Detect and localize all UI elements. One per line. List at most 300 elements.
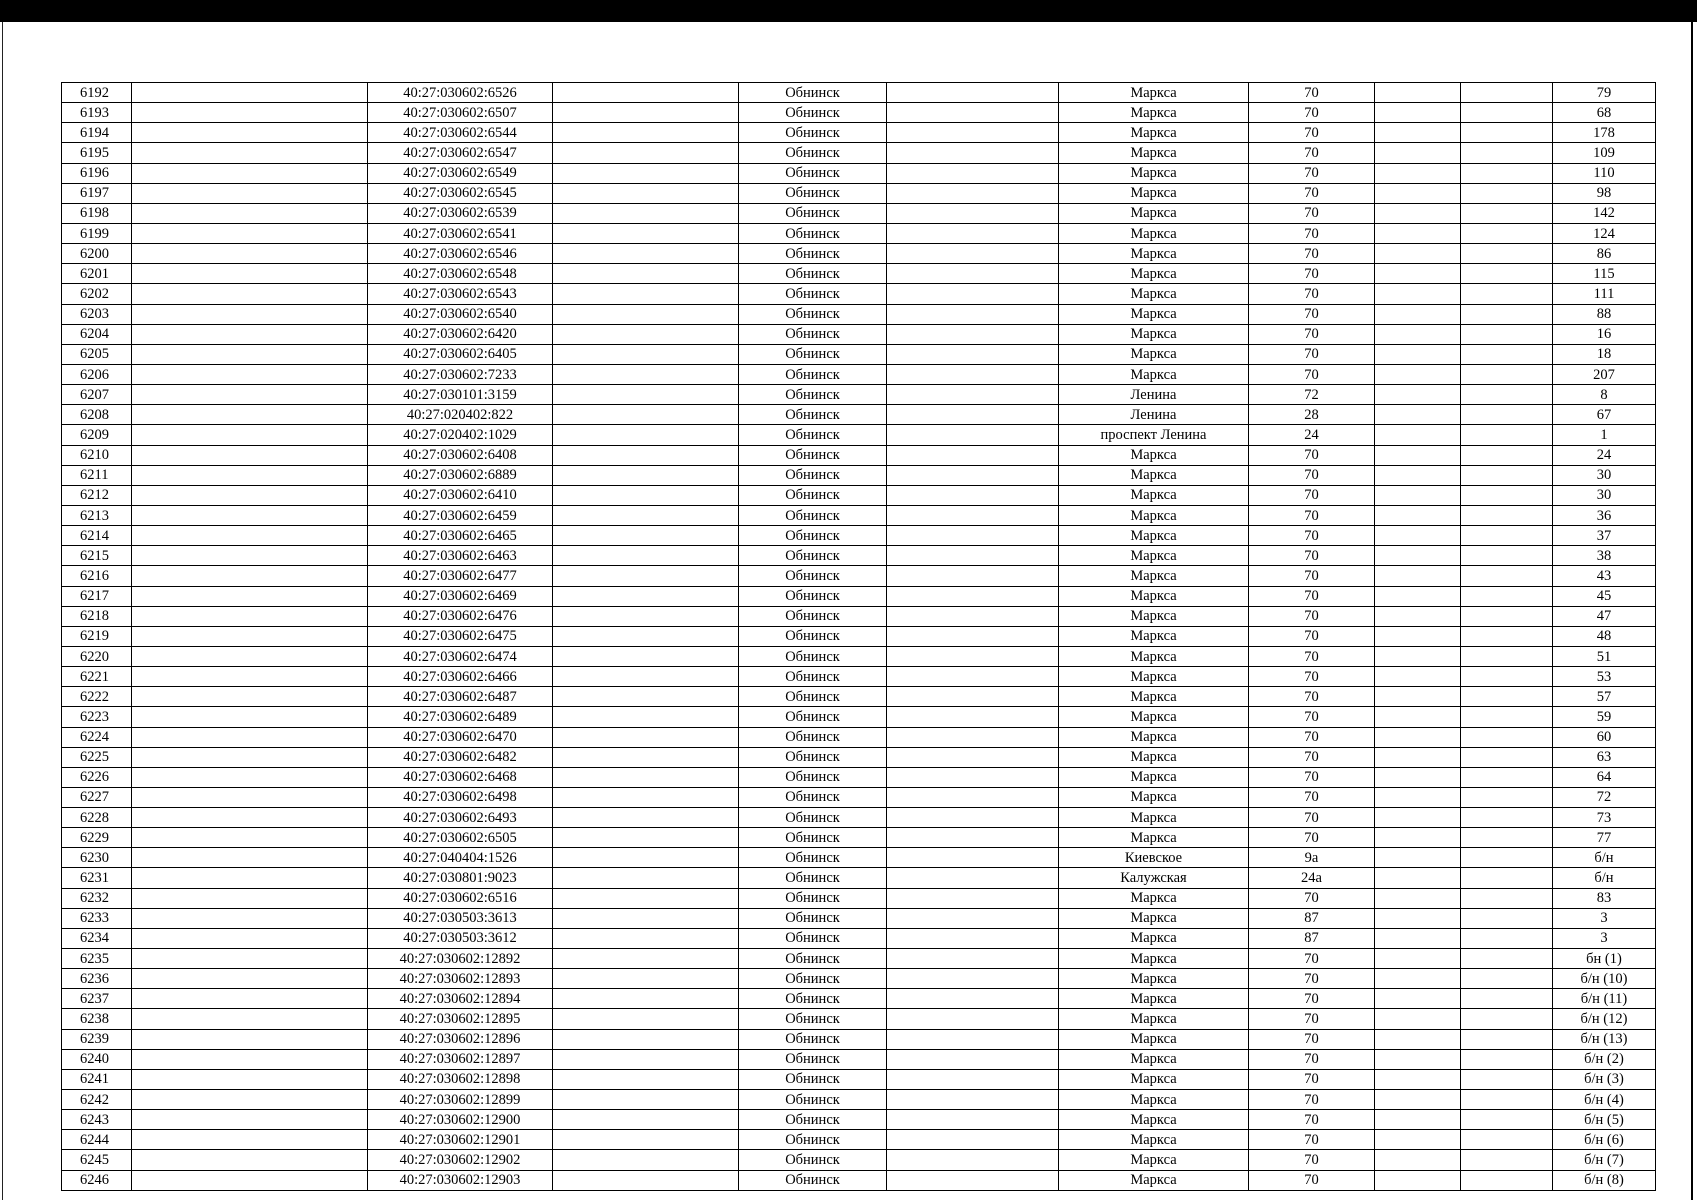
street-cell: Маркса — [1059, 223, 1249, 243]
empty-cell — [887, 1130, 1059, 1150]
empty-cell — [1461, 465, 1553, 485]
empty-cell — [1461, 828, 1553, 848]
row-number-cell: 6221 — [62, 667, 132, 687]
table-row — [62, 1069, 1656, 1089]
table-row — [62, 1029, 1656, 1049]
empty-cell — [887, 445, 1059, 465]
empty-cell — [887, 707, 1059, 727]
empty-cell — [1461, 526, 1553, 546]
street-cell: Маркса — [1059, 1049, 1249, 1069]
city-cell: Обнинск — [739, 324, 887, 344]
empty-cell — [887, 586, 1059, 606]
row-number-cell: 6196 — [62, 163, 132, 183]
empty-cell — [1375, 848, 1461, 868]
table-row — [62, 949, 1656, 969]
empty-cell — [887, 828, 1059, 848]
row-number-cell: 6210 — [62, 445, 132, 465]
empty-cell — [553, 284, 739, 304]
cadastral-number-cell: 40:27:030602:6420 — [368, 324, 553, 344]
empty-cell — [553, 908, 739, 928]
table-row — [62, 808, 1656, 828]
street-cell: Маркса — [1059, 284, 1249, 304]
apartment-number-cell: 88 — [1553, 304, 1656, 324]
empty-cell — [132, 203, 368, 223]
house-number-cell: 70 — [1249, 707, 1375, 727]
house-number-cell: 70 — [1249, 344, 1375, 364]
row-number-cell: 6194 — [62, 123, 132, 143]
empty-cell — [1375, 183, 1461, 203]
house-number-cell: 70 — [1249, 485, 1375, 505]
cadastral-number-cell: 40:27:030602:6498 — [368, 787, 553, 807]
empty-cell — [1375, 687, 1461, 707]
house-number-cell: 70 — [1249, 667, 1375, 687]
house-number-cell: 70 — [1249, 828, 1375, 848]
empty-cell — [553, 203, 739, 223]
apartment-number-cell: 207 — [1553, 364, 1656, 384]
apartment-number-cell: б/н — [1553, 868, 1656, 888]
apartment-number-cell: б/н (13) — [1553, 1029, 1656, 1049]
empty-cell — [1375, 1009, 1461, 1029]
empty-cell — [553, 103, 739, 123]
cadastral-number-cell: 40:27:030602:6469 — [368, 586, 553, 606]
empty-cell — [132, 989, 368, 1009]
empty-cell — [1375, 465, 1461, 485]
empty-cell — [1375, 989, 1461, 1009]
street-cell: Маркса — [1059, 1069, 1249, 1089]
row-number-cell: 6240 — [62, 1049, 132, 1069]
city-cell: Обнинск — [739, 1069, 887, 1089]
cadastral-number-cell: 40:27:030101:3159 — [368, 385, 553, 405]
city-cell: Обнинск — [739, 868, 887, 888]
empty-cell — [1375, 1090, 1461, 1110]
empty-cell — [553, 304, 739, 324]
table-row — [62, 1009, 1656, 1029]
row-number-cell: 6231 — [62, 868, 132, 888]
empty-cell — [887, 203, 1059, 223]
empty-cell — [132, 1029, 368, 1049]
cadastral-number-cell: 40:27:030602:6405 — [368, 344, 553, 364]
empty-cell — [887, 646, 1059, 666]
house-number-cell: 70 — [1249, 163, 1375, 183]
city-cell: Обнинск — [739, 1009, 887, 1029]
table-row — [62, 1170, 1656, 1190]
row-number-cell: 6232 — [62, 888, 132, 908]
row-number-cell: 6198 — [62, 203, 132, 223]
empty-cell — [1375, 143, 1461, 163]
empty-cell — [1461, 566, 1553, 586]
city-cell: Обнинск — [739, 103, 887, 123]
street-cell: Маркса — [1059, 687, 1249, 707]
street-cell: Маркса — [1059, 566, 1249, 586]
empty-cell — [1375, 223, 1461, 243]
empty-cell — [553, 344, 739, 364]
empty-cell — [553, 1130, 739, 1150]
empty-cell — [553, 364, 739, 384]
cadastral-number-cell: 40:27:030602:12902 — [368, 1150, 553, 1170]
empty-cell — [1461, 908, 1553, 928]
table-row — [62, 123, 1656, 143]
city-cell: Обнинск — [739, 304, 887, 324]
house-number-cell: 70 — [1249, 1110, 1375, 1130]
empty-cell — [1461, 203, 1553, 223]
street-cell: Маркса — [1059, 1009, 1249, 1029]
empty-cell — [1461, 888, 1553, 908]
cadastral-number-cell: 40:27:030602:6487 — [368, 687, 553, 707]
empty-cell — [132, 928, 368, 948]
street-cell: Маркса — [1059, 526, 1249, 546]
empty-cell — [132, 828, 368, 848]
table-row — [62, 344, 1656, 364]
cadastral-number-cell: 40:27:030602:12894 — [368, 989, 553, 1009]
empty-cell — [887, 183, 1059, 203]
empty-cell — [1375, 546, 1461, 566]
apartment-number-cell: 60 — [1553, 727, 1656, 747]
street-cell: Маркса — [1059, 505, 1249, 525]
empty-cell — [887, 344, 1059, 364]
empty-cell — [553, 667, 739, 687]
house-number-cell: 70 — [1249, 465, 1375, 485]
house-number-cell: 70 — [1249, 1090, 1375, 1110]
city-cell: Обнинск — [739, 626, 887, 646]
cadastral-number-cell: 40:27:030602:6482 — [368, 747, 553, 767]
empty-cell — [132, 949, 368, 969]
cadastral-number-cell: 40:27:030503:3613 — [368, 908, 553, 928]
street-cell: Маркса — [1059, 989, 1249, 1009]
cadastral-number-cell: 40:27:030602:6408 — [368, 445, 553, 465]
table-row — [62, 83, 1656, 103]
city-cell: Обнинск — [739, 727, 887, 747]
table-row — [62, 626, 1656, 646]
table-row — [62, 989, 1656, 1009]
house-number-cell: 70 — [1249, 989, 1375, 1009]
table-row — [62, 183, 1656, 203]
row-number-cell: 6227 — [62, 787, 132, 807]
cadastral-number-cell: 40:27:030602:12898 — [368, 1069, 553, 1089]
empty-cell — [1375, 344, 1461, 364]
row-number-cell: 6203 — [62, 304, 132, 324]
empty-cell — [887, 324, 1059, 344]
cadastral-number-cell: 40:27:020402:822 — [368, 405, 553, 425]
house-number-cell: 70 — [1249, 244, 1375, 264]
table-row — [62, 163, 1656, 183]
empty-cell — [553, 767, 739, 787]
city-cell: Обнинск — [739, 1029, 887, 1049]
empty-cell — [553, 143, 739, 163]
street-cell: Маркса — [1059, 949, 1249, 969]
cadastral-number-cell: 40:27:030602:6468 — [368, 767, 553, 787]
empty-cell — [132, 344, 368, 364]
table-row — [62, 707, 1656, 727]
empty-cell — [1375, 405, 1461, 425]
house-number-cell: 70 — [1249, 264, 1375, 284]
empty-cell — [1375, 1170, 1461, 1190]
empty-cell — [132, 304, 368, 324]
empty-cell — [553, 465, 739, 485]
table-row — [62, 405, 1656, 425]
empty-cell — [887, 485, 1059, 505]
street-cell: Маркса — [1059, 1170, 1249, 1190]
cadastral-number-cell: 40:27:030602:6544 — [368, 123, 553, 143]
apartment-number-cell: 98 — [1553, 183, 1656, 203]
empty-cell — [887, 1110, 1059, 1130]
scan-top-border — [0, 0, 1697, 22]
empty-cell — [1461, 123, 1553, 143]
empty-cell — [1375, 606, 1461, 626]
empty-cell — [553, 747, 739, 767]
empty-cell — [887, 687, 1059, 707]
row-number-cell: 6199 — [62, 223, 132, 243]
empty-cell — [887, 928, 1059, 948]
empty-cell — [1375, 969, 1461, 989]
street-cell: Маркса — [1059, 727, 1249, 747]
house-number-cell: 87 — [1249, 928, 1375, 948]
empty-cell — [887, 1009, 1059, 1029]
empty-cell — [887, 223, 1059, 243]
apartment-number-cell: б/н (4) — [1553, 1090, 1656, 1110]
empty-cell — [132, 1150, 368, 1170]
row-number-cell: 6207 — [62, 385, 132, 405]
empty-cell — [887, 606, 1059, 626]
table-row — [62, 727, 1656, 747]
cadastral-number-cell: 40:27:030602:6475 — [368, 626, 553, 646]
empty-cell — [887, 727, 1059, 747]
street-cell: Маркса — [1059, 667, 1249, 687]
house-number-cell: 9а — [1249, 848, 1375, 868]
empty-cell — [887, 566, 1059, 586]
city-cell: Обнинск — [739, 747, 887, 767]
row-number-cell: 6212 — [62, 485, 132, 505]
apartment-number-cell: 63 — [1553, 747, 1656, 767]
city-cell: Обнинск — [739, 928, 887, 948]
house-number-cell: 70 — [1249, 103, 1375, 123]
empty-cell — [1461, 727, 1553, 747]
empty-cell — [1461, 848, 1553, 868]
empty-cell — [1461, 949, 1553, 969]
empty-cell — [1461, 989, 1553, 1009]
street-cell: Маркса — [1059, 888, 1249, 908]
empty-cell — [887, 264, 1059, 284]
empty-cell — [1461, 485, 1553, 505]
empty-cell — [553, 848, 739, 868]
empty-cell — [553, 485, 739, 505]
cadastral-number-cell: 40:27:030602:6548 — [368, 264, 553, 284]
city-cell: Обнинск — [739, 465, 887, 485]
empty-cell — [1375, 808, 1461, 828]
table-row — [62, 445, 1656, 465]
empty-cell — [1375, 1130, 1461, 1150]
table-row — [62, 1049, 1656, 1069]
empty-cell — [1375, 888, 1461, 908]
cadastral-number-cell: 40:27:030602:6547 — [368, 143, 553, 163]
empty-cell — [553, 1090, 739, 1110]
street-cell: Маркса — [1059, 767, 1249, 787]
row-number-cell: 6197 — [62, 183, 132, 203]
empty-cell — [1461, 606, 1553, 626]
empty-cell — [1375, 425, 1461, 445]
row-number-cell: 6195 — [62, 143, 132, 163]
empty-cell — [553, 183, 739, 203]
cadastral-number-cell: 40:27:030602:6489 — [368, 707, 553, 727]
registry-table — [61, 82, 1656, 1191]
house-number-cell: 70 — [1249, 1009, 1375, 1029]
apartment-number-cell: 64 — [1553, 767, 1656, 787]
city-cell: Обнинск — [739, 667, 887, 687]
empty-cell — [1461, 626, 1553, 646]
city-cell: Обнинск — [739, 888, 887, 908]
empty-cell — [132, 566, 368, 586]
table-row — [62, 546, 1656, 566]
street-cell: Маркса — [1059, 1029, 1249, 1049]
row-number-cell: 6216 — [62, 566, 132, 586]
empty-cell — [1461, 264, 1553, 284]
cadastral-number-cell: 40:27:030602:12893 — [368, 969, 553, 989]
table-row — [62, 586, 1656, 606]
street-cell: Маркса — [1059, 606, 1249, 626]
empty-cell — [1375, 586, 1461, 606]
table-row — [62, 667, 1656, 687]
empty-cell — [1375, 1049, 1461, 1069]
house-number-cell: 70 — [1249, 364, 1375, 384]
apartment-number-cell: 53 — [1553, 667, 1656, 687]
table-row — [62, 1150, 1656, 1170]
row-number-cell: 6244 — [62, 1130, 132, 1150]
empty-cell — [1461, 1150, 1553, 1170]
row-number-cell: 6223 — [62, 707, 132, 727]
empty-cell — [132, 264, 368, 284]
empty-cell — [1461, 667, 1553, 687]
street-cell: Маркса — [1059, 828, 1249, 848]
empty-cell — [887, 969, 1059, 989]
city-cell: Обнинск — [739, 425, 887, 445]
empty-cell — [553, 606, 739, 626]
city-cell: Обнинск — [739, 445, 887, 465]
row-number-cell: 6226 — [62, 767, 132, 787]
cadastral-number-cell: 40:27:030602:6459 — [368, 505, 553, 525]
street-cell: Маркса — [1059, 103, 1249, 123]
empty-cell — [553, 223, 739, 243]
apartment-number-cell: 72 — [1553, 787, 1656, 807]
street-cell: Маркса — [1059, 747, 1249, 767]
empty-cell — [1461, 344, 1553, 364]
empty-cell — [1461, 928, 1553, 948]
row-number-cell: 6224 — [62, 727, 132, 747]
row-number-cell: 6222 — [62, 687, 132, 707]
apartment-number-cell: 16 — [1553, 324, 1656, 344]
cadastral-number-cell: 40:27:040404:1526 — [368, 848, 553, 868]
row-number-cell: 6200 — [62, 244, 132, 264]
table-row — [62, 1110, 1656, 1130]
empty-cell — [553, 546, 739, 566]
empty-cell — [1461, 646, 1553, 666]
house-number-cell: 24а — [1249, 868, 1375, 888]
empty-cell — [553, 1029, 739, 1049]
cadastral-number-cell: 40:27:030602:6539 — [368, 203, 553, 223]
city-cell: Обнинск — [739, 949, 887, 969]
apartment-number-cell: 45 — [1553, 586, 1656, 606]
empty-cell — [132, 163, 368, 183]
apartment-number-cell: 8 — [1553, 385, 1656, 405]
city-cell: Обнинск — [739, 405, 887, 425]
empty-cell — [132, 606, 368, 626]
empty-cell — [1375, 163, 1461, 183]
apartment-number-cell: 124 — [1553, 223, 1656, 243]
apartment-number-cell: 67 — [1553, 405, 1656, 425]
empty-cell — [132, 1170, 368, 1190]
house-number-cell: 70 — [1249, 324, 1375, 344]
empty-cell — [1461, 546, 1553, 566]
empty-cell — [132, 505, 368, 525]
apartment-number-cell: 3 — [1553, 908, 1656, 928]
row-number-cell: 6206 — [62, 364, 132, 384]
row-number-cell: 6235 — [62, 949, 132, 969]
house-number-cell: 70 — [1249, 1150, 1375, 1170]
empty-cell — [1375, 646, 1461, 666]
house-number-cell: 72 — [1249, 385, 1375, 405]
empty-cell — [1461, 868, 1553, 888]
cadastral-number-cell: 40:27:030602:6516 — [368, 888, 553, 908]
empty-cell — [132, 83, 368, 103]
empty-cell — [553, 244, 739, 264]
row-number-cell: 6243 — [62, 1110, 132, 1130]
apartment-number-cell: 110 — [1553, 163, 1656, 183]
cadastral-number-cell: 40:27:030602:7233 — [368, 364, 553, 384]
table-row — [62, 103, 1656, 123]
row-number-cell: 6237 — [62, 989, 132, 1009]
street-cell: Маркса — [1059, 83, 1249, 103]
apartment-number-cell: б/н (10) — [1553, 969, 1656, 989]
row-number-cell: 6213 — [62, 505, 132, 525]
row-number-cell: 6238 — [62, 1009, 132, 1029]
cadastral-number-cell: 40:27:030602:6410 — [368, 485, 553, 505]
table-row — [62, 324, 1656, 344]
cadastral-number-cell: 40:27:030602:6474 — [368, 646, 553, 666]
city-cell: Обнинск — [739, 526, 887, 546]
empty-cell — [132, 1090, 368, 1110]
empty-cell — [553, 1170, 739, 1190]
street-cell: Маркса — [1059, 1090, 1249, 1110]
row-number-cell: 6205 — [62, 344, 132, 364]
apartment-number-cell: 36 — [1553, 505, 1656, 525]
empty-cell — [132, 385, 368, 405]
apartment-number-cell: 30 — [1553, 465, 1656, 485]
empty-cell — [553, 123, 739, 143]
empty-cell — [1461, 425, 1553, 445]
house-number-cell: 70 — [1249, 646, 1375, 666]
city-cell: Обнинск — [739, 767, 887, 787]
empty-cell — [1461, 747, 1553, 767]
row-number-cell: 6209 — [62, 425, 132, 445]
empty-cell — [1461, 304, 1553, 324]
table-row — [62, 425, 1656, 445]
empty-cell — [132, 1069, 368, 1089]
row-number-cell: 6228 — [62, 808, 132, 828]
empty-cell — [887, 868, 1059, 888]
apartment-number-cell: 73 — [1553, 808, 1656, 828]
cadastral-number-cell: 40:27:030602:6546 — [368, 244, 553, 264]
street-cell: Маркса — [1059, 163, 1249, 183]
empty-cell — [887, 405, 1059, 425]
empty-cell — [1375, 244, 1461, 264]
cadastral-number-cell: 40:27:030602:6549 — [368, 163, 553, 183]
apartment-number-cell: 3 — [1553, 928, 1656, 948]
table-row — [62, 868, 1656, 888]
empty-cell — [553, 727, 739, 747]
street-cell: Маркса — [1059, 445, 1249, 465]
apartment-number-cell: 30 — [1553, 485, 1656, 505]
city-cell: Обнинск — [739, 828, 887, 848]
table-row — [62, 465, 1656, 485]
house-number-cell: 70 — [1249, 687, 1375, 707]
